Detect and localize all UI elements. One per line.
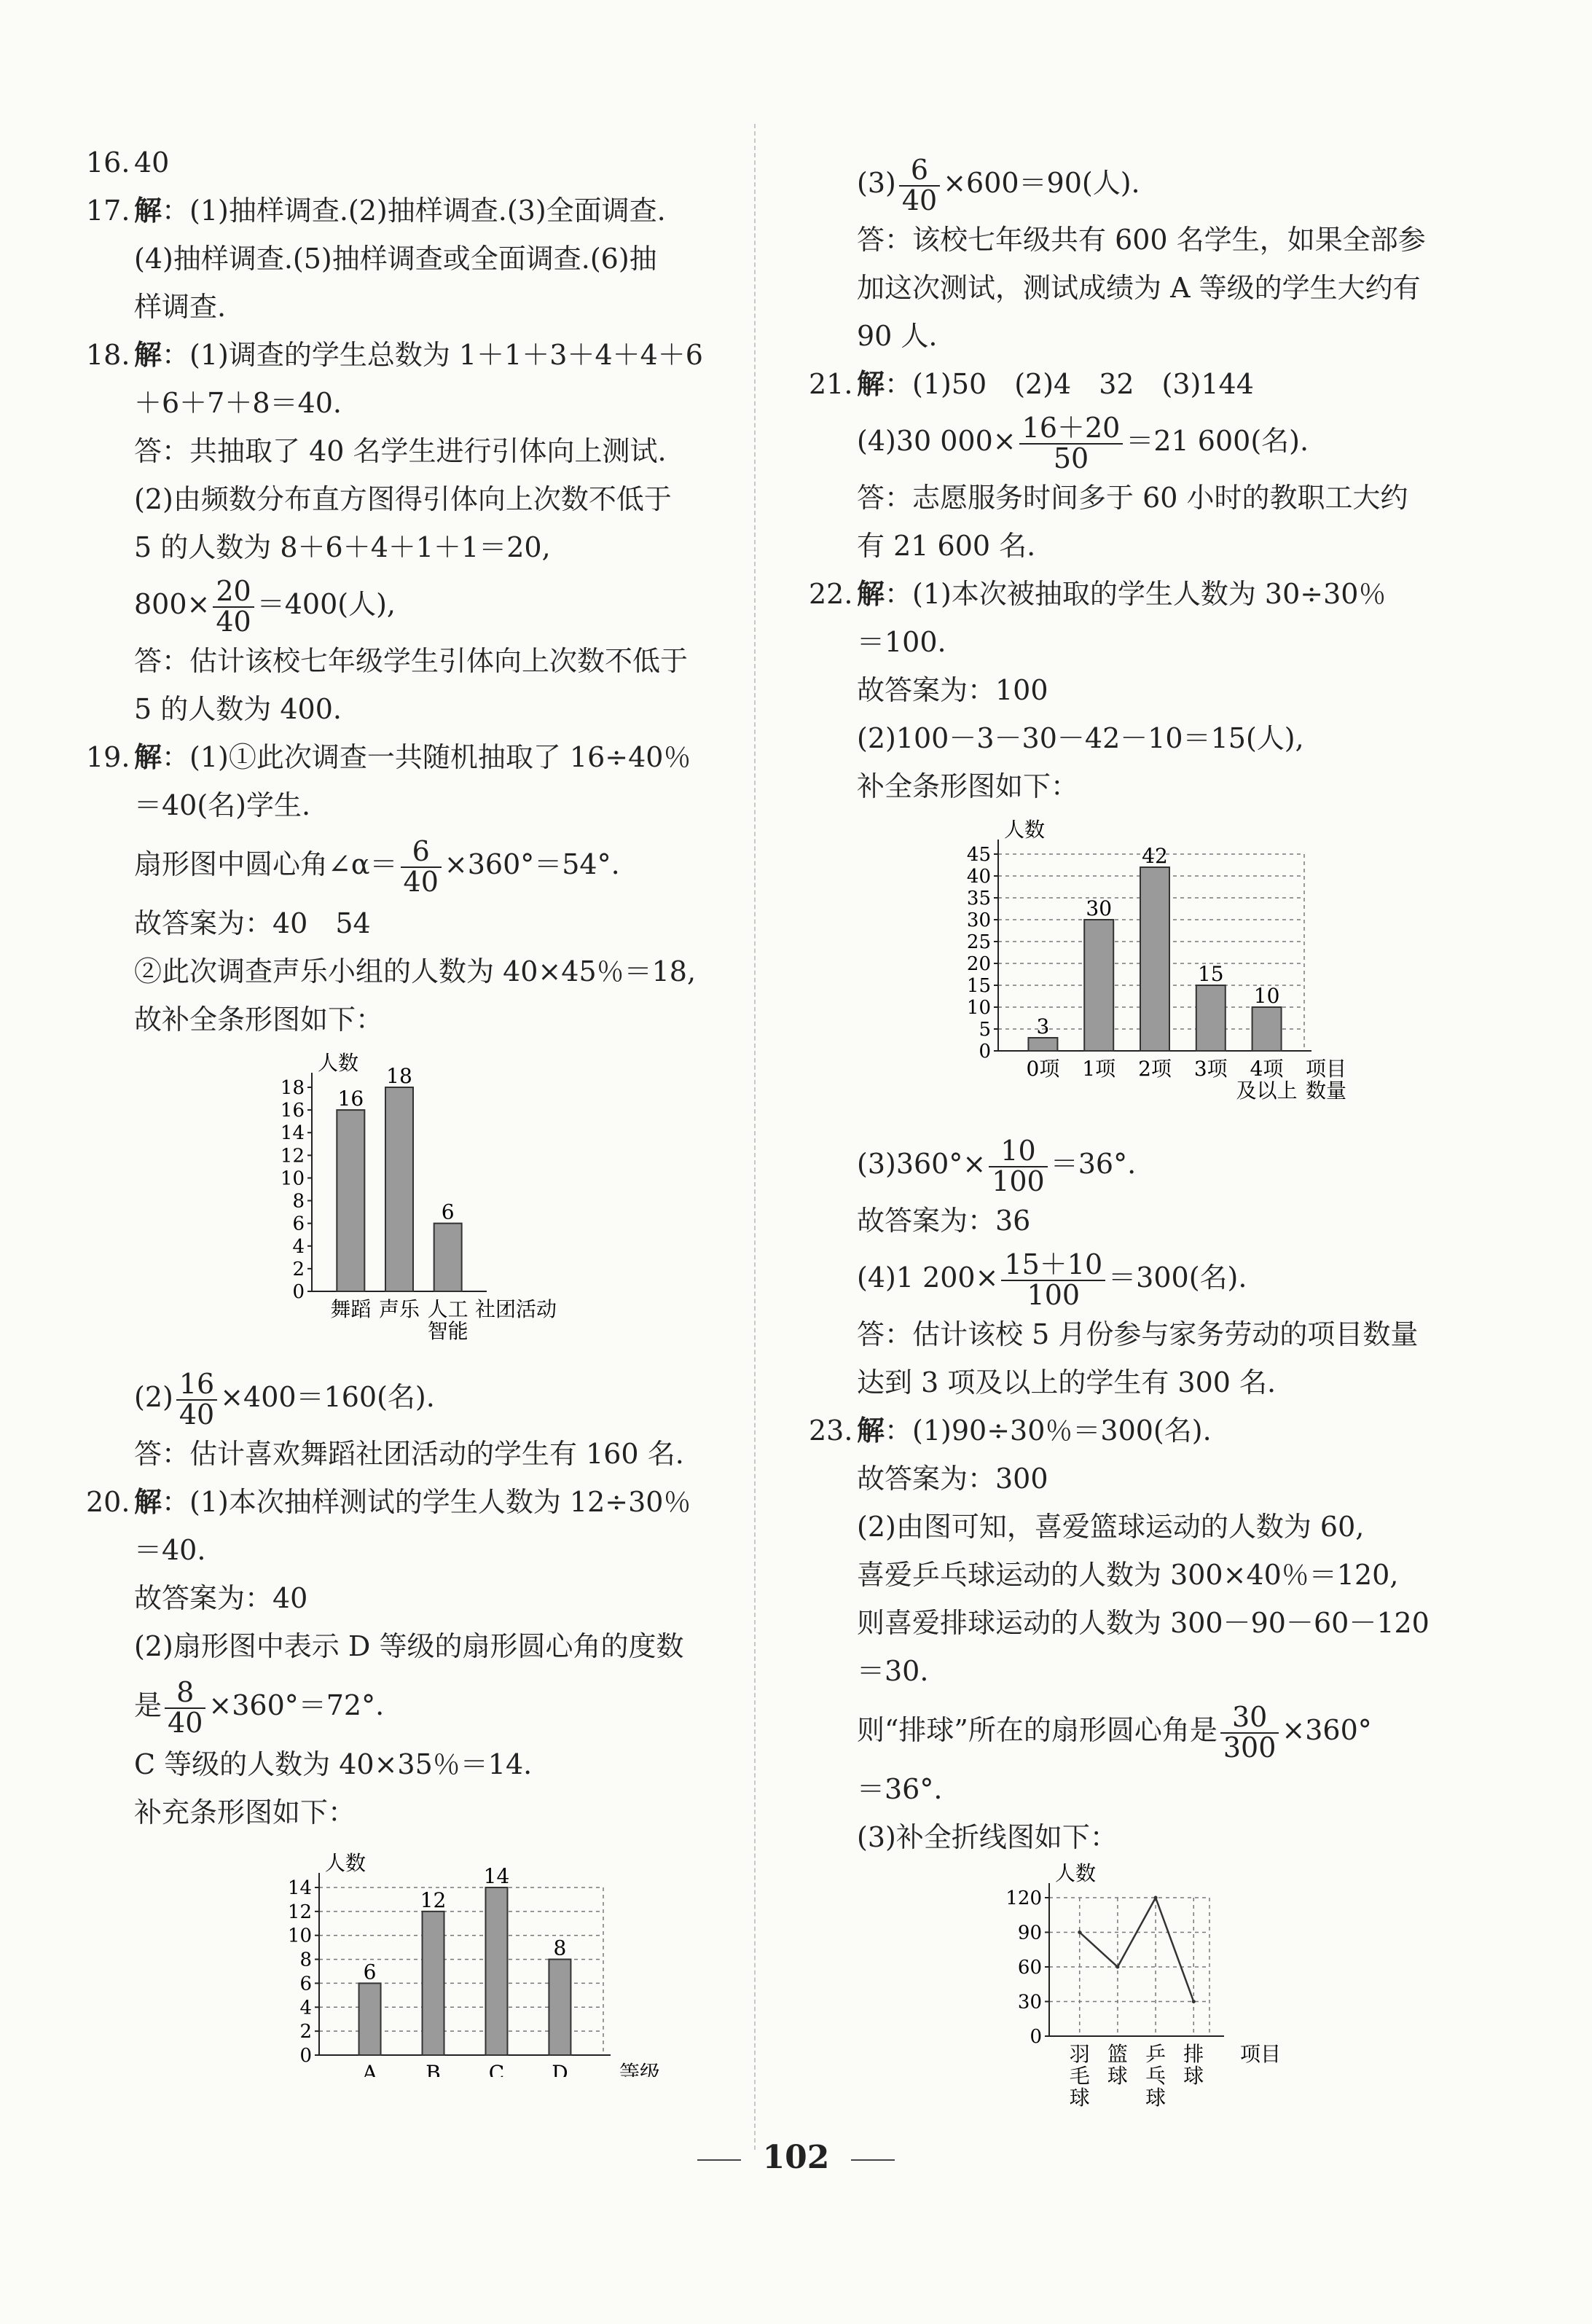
- y-tick-label: 10: [280, 1167, 305, 1190]
- chart-housework-bar: [940, 810, 1392, 1116]
- y-tick-label: 6: [292, 1213, 305, 1235]
- category-label: 排: [1183, 2042, 1204, 2066]
- bar-value-label: 6: [363, 1960, 377, 1984]
- y-tick-label: 2: [292, 1258, 305, 1280]
- category-label: 球: [1069, 2086, 1090, 2109]
- question-18: 18. 解：(1)调查的学生总数为 1＋1＋3＋4＋4＋6 ＋6＋7＋8＝40. 答：共抽取了 40 名学生进行引体向上测试. (2)由频数分布直方图得引体向上次数不低于 5 的人数为 8＋6＋4＋1＋1＝20, 800× $\frac{20}{40}$ ＝400(人), 答：估计该校七年级学生引体向上次数不低于 5 的人数为 400.: [86, 338, 703, 725]
- category-label: 智能: [427, 1319, 468, 1343]
- y-tick-label: 14: [280, 1122, 305, 1145]
- bar-value-label: 42: [1142, 844, 1168, 868]
- y-tick-label: 10: [966, 997, 991, 1019]
- bar: [1028, 1038, 1057, 1051]
- y-tick-label: 0: [979, 1041, 991, 1063]
- category-label: 乓: [1145, 2064, 1166, 2088]
- question-23: 23. 解：(1)90÷30％＝300(名). 故答案为：300 (2)由图可知，喜爱篮球运动的人数为 60, 喜爱乒乓球运动的人数为 300×40％＝120, 则喜爱排球运动的人数为 300－90－60－120 ＝30. 则“排球”所在的扇形圆心角是 $\frac{30}{300}$ ×360° ＝36°. (3)补全折线图如下： 0 30 60 90 120 人数 羽 毛 球 篮 球 乒 乓 球 排 球 项目: [809, 1414, 1430, 2109]
- x-axis-label: 项目: [1239, 2042, 1282, 2066]
- y-tick-label: 20: [966, 953, 991, 975]
- y-tick-label: 15: [966, 975, 991, 997]
- category-label: 4项: [1250, 1057, 1284, 1081]
- x-axis-label: 项目: [1305, 1057, 1347, 1081]
- bar: [337, 1110, 364, 1291]
- bar-value-label: 14: [483, 1864, 510, 1888]
- bar: [549, 1960, 570, 2055]
- y-tick-label: 35: [966, 888, 991, 909]
- y-tick-label: 45: [966, 844, 991, 866]
- category-label: D: [552, 2061, 568, 2077]
- question-17: 17. 解：(1)抽样调查.(2)抽样调查.(3)全面调查. (4)抽样调查.(5)抽样调查或全面调查.(6)抽 样调查.: [86, 194, 666, 323]
- y-tick-label: 16: [280, 1100, 305, 1122]
- bar: [1084, 920, 1113, 1051]
- y-tick-label: 14: [287, 1877, 312, 1899]
- y-axis-label: 人数: [318, 1051, 359, 1075]
- y-tick-label: 4: [299, 1997, 312, 2019]
- bar: [1196, 985, 1226, 1051]
- fraction: $\frac{6}{40}$: [899, 156, 940, 216]
- y-tick-label: 0: [292, 1281, 305, 1303]
- x-axis-label: 等级: [619, 2061, 661, 2077]
- column-divider: [754, 124, 756, 2150]
- question-20-continued: (3) $\frac{6}{40}$ ×600＝90(人). 答：该校七年级共有 600 名学生，如果全部参 加这次测试，测试成绩为 A 等级的学生大约有 90 人.: [857, 153, 1426, 352]
- category-label: 球: [1145, 2086, 1166, 2109]
- category-label: 声乐: [378, 1297, 420, 1321]
- fraction: $\frac{20}{40}$: [213, 577, 254, 637]
- x-axis-label: 数量: [1305, 1079, 1347, 1103]
- bar: [423, 1912, 444, 2055]
- y-tick-label: 60: [1017, 1957, 1042, 1979]
- category-label: 2项: [1138, 1057, 1172, 1081]
- bar-value-label: 10: [1253, 984, 1280, 1008]
- y-tick-label: 10: [287, 1925, 312, 1947]
- y-axis-label: 人数: [325, 1851, 366, 1875]
- category-label: 及以上: [1236, 1079, 1298, 1103]
- question-22: 22. 解：(1)本次被抽取的学生人数为 30÷30％ ＝100. 故答案为：100 (2)100－3－30－42－10＝15(人), 补全条形图如下： 0 5 10 15 20 25 30 35 40 45 人数 3 30 42 15 10 0项 1项 2项 3项 4项 及以上 项目 数量 (3)360°× $\frac{10}{100}$ ＝36°. 故答案为：36 (4)1 200× $\frac{15+10}{100}$ ＝300(名). 答：估计该校 5 月份参与家务劳动的项目数量 达到 3 项及以上的学生有 300 名.: [809, 577, 1419, 1398]
- y-tick-label: 0: [1030, 2026, 1042, 2048]
- fraction: $\frac{6}{40}$: [401, 837, 442, 897]
- bar-value-label: 6: [441, 1200, 455, 1224]
- fraction: $\frac{30}{300}$: [1220, 1703, 1279, 1763]
- y-tick-label: 6: [299, 1973, 312, 1995]
- footer-dash: [851, 2159, 895, 2161]
- y-tick-label: 0: [299, 2045, 312, 2067]
- bar-value-label: 12: [420, 1887, 447, 1912]
- left-column: [86, 138, 742, 2092]
- question-19: 19. 解：(1)①此次调查一共随机抽取了 16÷40％ ＝40(名)学生. 扇形图中圆心角∠α＝ $\frac{6}{40}$ ×360°＝54°. 故答案为：40 54 ②此次调查声乐小组的人数为 40×45％＝18, 故补全条形图如下： 0 2 4 6 8 10 12 14 16 18 人数 16 18 6 舞蹈 声乐 人工 智能 社团活动 (2) $\frac{16}{40}$ ×400＝160(名). 答：估计喜欢舞蹈社团活动的学生有 160 名.: [86, 740, 697, 1470]
- data-point: [1192, 2000, 1196, 2003]
- bar: [485, 1887, 507, 2055]
- y-tick-label: 12: [287, 1901, 312, 1923]
- category-label: C: [488, 2061, 505, 2077]
- y-tick-label: 30: [1017, 1991, 1042, 2014]
- category-label: A: [362, 2061, 377, 2077]
- category-label: 羽: [1069, 2042, 1090, 2066]
- right-column: [809, 153, 1464, 2124]
- y-tick-label: 120: [1005, 1887, 1042, 1909]
- fraction: $\frac{16}{40}$: [176, 1370, 217, 1430]
- category-label: 0项: [1026, 1057, 1060, 1081]
- bar: [359, 1983, 381, 2055]
- category-label: 1项: [1082, 1057, 1116, 1081]
- page-footer: [0, 2139, 1592, 2176]
- question-20: 20. 解：(1)本次抽样测试的学生人数为 12÷30％ ＝40. 故答案为：40 (2)扇形图中表示 D 等级的扇形圆心角的度数 是 $\frac{8}{40}$ ×360°＝72°. C 等级的人数为 40×35％＝14. 补充条形图如下： 0 2 4 6 8 10 12 14 人数 6 12 14 8 A B C D 等级: [86, 1478, 742, 2092]
- footer-dash: [697, 2159, 741, 2161]
- category-label: 毛: [1069, 2064, 1090, 2088]
- question-16: 16. 40: [86, 146, 170, 179]
- y-axis-label: 人数: [1055, 1861, 1097, 1885]
- y-tick-label: 18: [280, 1077, 305, 1099]
- data-point: [1115, 1965, 1119, 1969]
- bar: [385, 1087, 413, 1291]
- y-tick-label: 4: [292, 1235, 305, 1258]
- x-axis-label: 社团活动: [474, 1297, 557, 1321]
- chart-sports-line: [991, 1861, 1311, 2109]
- bar: [434, 1224, 462, 1291]
- y-tick-label: 25: [966, 931, 991, 953]
- category-label: 球: [1183, 2064, 1204, 2088]
- bar: [1252, 1007, 1282, 1051]
- y-tick-label: 30: [966, 909, 991, 931]
- chart-dance-bar: [268, 1044, 574, 1350]
- y-axis-label: 人数: [1004, 818, 1046, 842]
- category-label: 舞蹈: [330, 1297, 372, 1321]
- category-label: 3项: [1193, 1057, 1228, 1081]
- y-tick-label: 90: [1017, 1922, 1042, 1944]
- bar-value-label: 16: [337, 1087, 364, 1111]
- category-label: B: [426, 2061, 441, 2077]
- bar-value-label: 8: [553, 1936, 567, 1960]
- series-line: [1080, 1898, 1194, 2002]
- data-point: [1078, 1930, 1081, 1934]
- fraction: $\frac{10}{100}$: [989, 1137, 1048, 1197]
- category-label: 乒: [1145, 2042, 1166, 2066]
- category-label: 篮: [1107, 2042, 1128, 2066]
- bar-value-label: 18: [386, 1064, 412, 1088]
- y-tick-label: 40: [966, 866, 991, 888]
- y-tick-label: 5: [979, 1019, 991, 1041]
- category-label: 人工: [427, 1297, 468, 1321]
- fraction: $\frac{15+10}{100}$: [1001, 1251, 1105, 1310]
- y-tick-label: 8: [292, 1190, 305, 1213]
- page-number: 102: [762, 2139, 830, 2176]
- bar-value-label: 3: [1036, 1014, 1050, 1038]
- data-point: [1154, 1896, 1158, 1900]
- bar-value-label: 15: [1197, 962, 1224, 986]
- category-label: 球: [1107, 2064, 1128, 2088]
- question-21: 21. 解：(1)50 (2)4 32 (3)144 (4)30 000× $\frac{16+20}{50}$ ＝21 600(名). 答：志愿服务时间多于 60 小时的教职工大约 有 21 600 名.: [809, 367, 1408, 562]
- fraction: $\frac{16+20}{50}$: [1019, 414, 1124, 474]
- bar-value-label: 30: [1086, 896, 1113, 920]
- y-tick-label: 12: [280, 1145, 305, 1167]
- chart-grade-bar: [275, 1836, 683, 2077]
- fraction: $\frac{8}{40}$: [165, 1678, 205, 1738]
- y-tick-label: 8: [299, 1949, 312, 1971]
- y-tick-label: 2: [299, 2021, 312, 2043]
- bar: [1140, 867, 1169, 1051]
